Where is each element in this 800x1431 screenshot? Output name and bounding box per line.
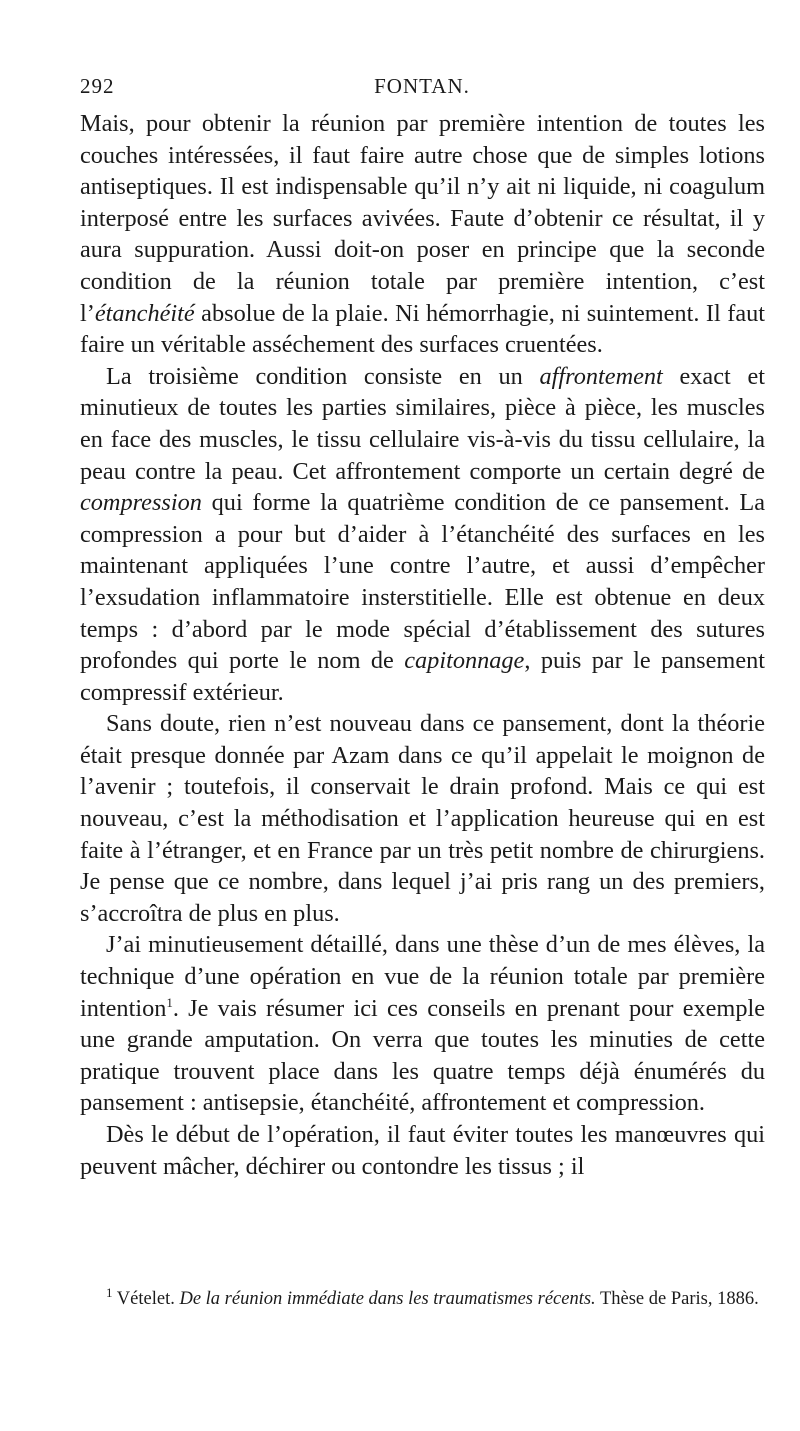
emphasis-compression: compression [80, 489, 202, 517]
paragraph-4 [80, 929, 765, 1119]
footnote-text [80, 1286, 765, 1312]
paragraph-4-text-b: . Je vais résumer ici ces conseils en prenant pour exemple une grande amputation. On verra que toutes les minuties de cette pratique trouvent place dans les quatre temps déjà énumérés du pansement : antisepsie, étanchéité, affrontement et compression. [80, 994, 765, 1117]
paragraph-2-text-c: qui forme la quatrième condition de ce pansement. La compression a pour but d’aider à l’étanchéité des surfaces en les maintenant appliquées l’une contre l’autre, et aussi d’empêcher l’exsudation inflammatoire insterstitielle. Elle est obtenue en deux temps : d’abord par le mode spécial d’établissement des sutures profondes qui porte le nom de [80, 489, 765, 675]
paragraph-3: Sans doute, rien n’est nouveau dans ce pansement, dont la théorie était presque donnée par Azam dans ce qu’il appelait le moignon de l’avenir ; toutefois, il conservait le drain profond. Mais ce qui est nouveau, c’est la méthodisation et l’application heureuse qui en est faite à l’étranger, et en France par un très petit nombre de chirurgiens. Je pense que ce nombre, dans lequel j’ai pris rang un des premiers, s’accroîtra de plus en plus. [80, 710, 765, 927]
running-head: FONTAN. [374, 74, 470, 98]
footnote-reference: 1 [166, 994, 173, 1010]
footnote [80, 1286, 765, 1312]
paragraph-2-text-b: exact et minutieux de toutes les parties similaires, pièce à pièce, les muscles en face des muscles, le tissu cellulaire vis-à-vis du tissu cellulaire, la peau contre la peau. Cet affrontement comporte un certain degré de [80, 362, 765, 485]
paragraph-2-text-d: , puis par le pansement compressif extérieur. [80, 647, 765, 706]
paragraph-1-text: Mais, pour obtenir la réunion par première intention de toutes les couches intéressées, il faut faire autre chose que de simples lotions antiseptiques. Il est indispensable qu’il n’y ait ni liquide, ni coagulum interposé entre les surfaces avivées. Faute d’obtenir ce résultat, il y aura suppuration. Aussi doit-on poser en principe que la seconde condition de la réunion totale par première intention, c’est l’ [80, 110, 765, 327]
paragraph-4-text-a: J’ai minutieusement détaillé, dans une thèse d’un de mes élèves, la technique d’une opération en vue de la réunion totale par première intention [80, 931, 765, 1022]
page-number: 292 [80, 74, 115, 98]
footnote-marker: 1 [106, 1284, 113, 1300]
body-text [80, 108, 765, 1182]
emphasis-etancheite: étanchéité [94, 299, 195, 327]
footnote-rest: Thèse de Paris, 1886. [595, 1289, 759, 1309]
page-header [80, 74, 764, 104]
emphasis-affrontement: affrontement [539, 362, 663, 390]
footnote-author: Vételet. [112, 1289, 180, 1309]
paragraph-1-end: absolue de la plaie. Ni hémorrhagie, ni suintement. Il faut faire un véritable asséchement des surfaces cruentées. [80, 299, 765, 359]
footnote-title: De la réunion immédiate dans les traumatismes récents. [179, 1289, 596, 1309]
emphasis-capitonnage: capitonnage [404, 647, 525, 675]
paragraph-1 [80, 108, 765, 361]
paragraph-2 [80, 361, 765, 709]
paragraph-2-text-a: La troisième condition consiste en un [106, 362, 540, 390]
paragraph-5: Dès le début de l’opération, il faut éviter toutes les manœuvres qui peuvent mâcher, déchirer ou contondre les tissus ; il [80, 1121, 765, 1180]
